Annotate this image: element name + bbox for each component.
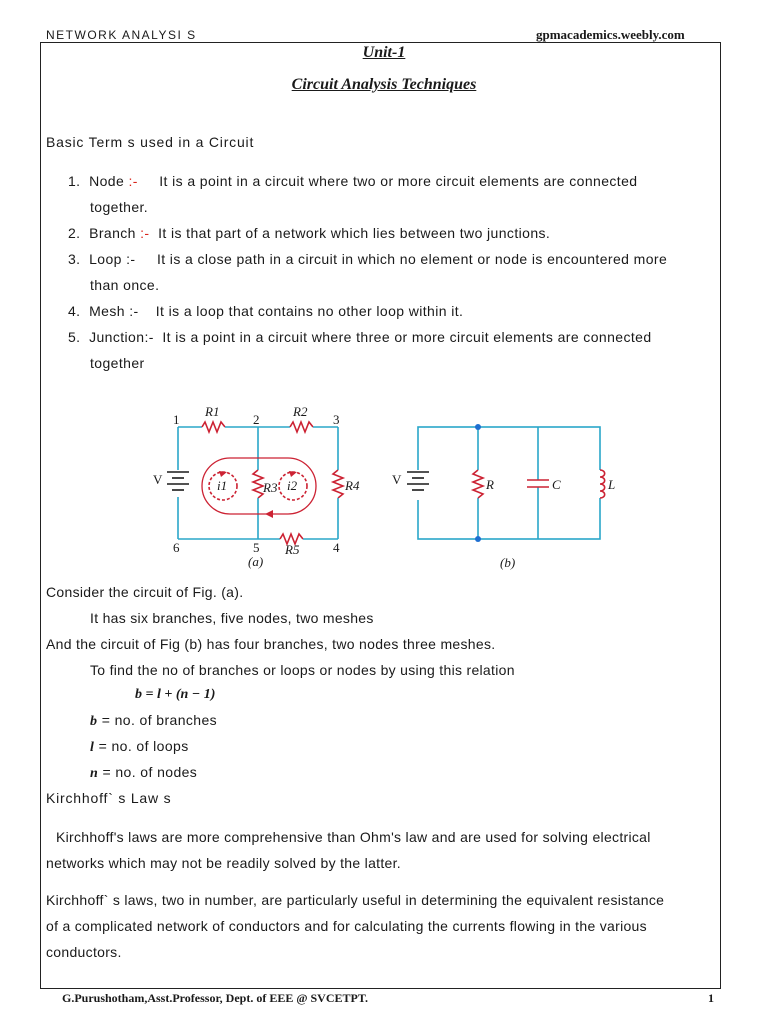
list-item-continuation: than once. xyxy=(90,277,160,293)
running-header: NETWORK ANALYSI S xyxy=(46,28,197,42)
node-label: 6 xyxy=(173,540,180,555)
node-label: 5 xyxy=(253,540,260,555)
kirchhoff-paragraph-2-line: of a complicated network of conductors and for calculating the currents flowing in the various xyxy=(46,918,647,934)
figure-caption: (b) xyxy=(500,555,516,570)
definition-row: l = no. of loops xyxy=(90,738,189,755)
resistor-label: R2 xyxy=(293,404,308,419)
node-label: 2 xyxy=(253,412,260,427)
branch-formula: b = l + (n − 1) xyxy=(135,687,216,702)
kirchhoff-heading: Kirchhoff` s Law s xyxy=(46,790,172,806)
current-label: i1 xyxy=(217,478,228,493)
footer-author: G.Purushotham,Asst.Professor, Dept. of EEE @ SVCETPT. xyxy=(62,991,368,1005)
consider-fig-b: And the circuit of Fig (b) has four branches, two nodes three meshes. xyxy=(46,636,496,652)
source-label: V xyxy=(392,472,402,487)
source-label: V xyxy=(153,472,163,487)
capacitor-label: C xyxy=(552,477,561,492)
footer-rule xyxy=(40,988,721,989)
inductor-label: L xyxy=(608,477,616,492)
relation-intro: To find the no of branches or loops or nodes by using this relation xyxy=(90,662,515,678)
list-item: 3. Loop :- It is a close path in a circuit in which no element or node is encountered more xyxy=(68,251,668,267)
topic-title: Circuit Analysis Techniques xyxy=(291,76,477,93)
figure-a-circuit xyxy=(145,400,365,575)
figure-b-circuit xyxy=(390,415,620,575)
consider-fig-a: Consider the circuit of Fig. (a). xyxy=(46,584,244,600)
basic-terms-heading: Basic Term s used in a Circuit xyxy=(46,134,255,150)
list-item-continuation: together. xyxy=(90,199,149,215)
node-label: 3 xyxy=(333,412,340,427)
site-url: gpmacademics.weebly.com xyxy=(536,27,685,42)
resistor-label: R1 xyxy=(205,404,220,419)
list-item: 2. Branch :- It is that part of a network which lies between two junctions. xyxy=(68,225,551,241)
kirchhoff-paragraph-2-line: conductors. xyxy=(46,944,122,960)
figure-caption: (a) xyxy=(248,554,264,569)
unit-title: Unit-1 xyxy=(362,44,406,61)
list-item-continuation: together xyxy=(90,355,145,371)
resistor-label: R xyxy=(486,477,494,492)
current-label: i2 xyxy=(287,478,298,493)
definition-row: n = no. of nodes xyxy=(90,764,198,781)
kirchhoff-paragraph-1-line: networks which may not be readily solved by the latter. xyxy=(46,855,402,871)
kirchhoff-paragraph-1-line: Kirchhoff's laws are more comprehensive than Ohm's law and are used for solving electrical xyxy=(56,829,651,845)
list-item: 1. Node :- It is a point in a circuit where two or more circuit elements are connected xyxy=(68,173,638,189)
node-label: 4 xyxy=(333,540,340,555)
resistor-label: R3 xyxy=(263,480,278,495)
resistor-label: R5 xyxy=(285,542,300,557)
list-item: 5. Junction:- It is a point in a circuit where three or more circuit elements are connected xyxy=(68,329,652,345)
definition-row: b = no. of branches xyxy=(90,712,218,729)
list-item: 4. Mesh :- It is a loop that contains no other loop within it. xyxy=(68,303,464,319)
fig-a-detail: It has six branches, five nodes, two meshes xyxy=(90,610,374,626)
kirchhoff-paragraph-2-line: Kirchhoff` s laws, two in number, are particularly useful in determining the equivalent resistance xyxy=(46,892,665,908)
resistor-label: R4 xyxy=(345,478,360,493)
page-number: 1 xyxy=(708,991,714,1005)
node-label: 1 xyxy=(173,412,180,427)
